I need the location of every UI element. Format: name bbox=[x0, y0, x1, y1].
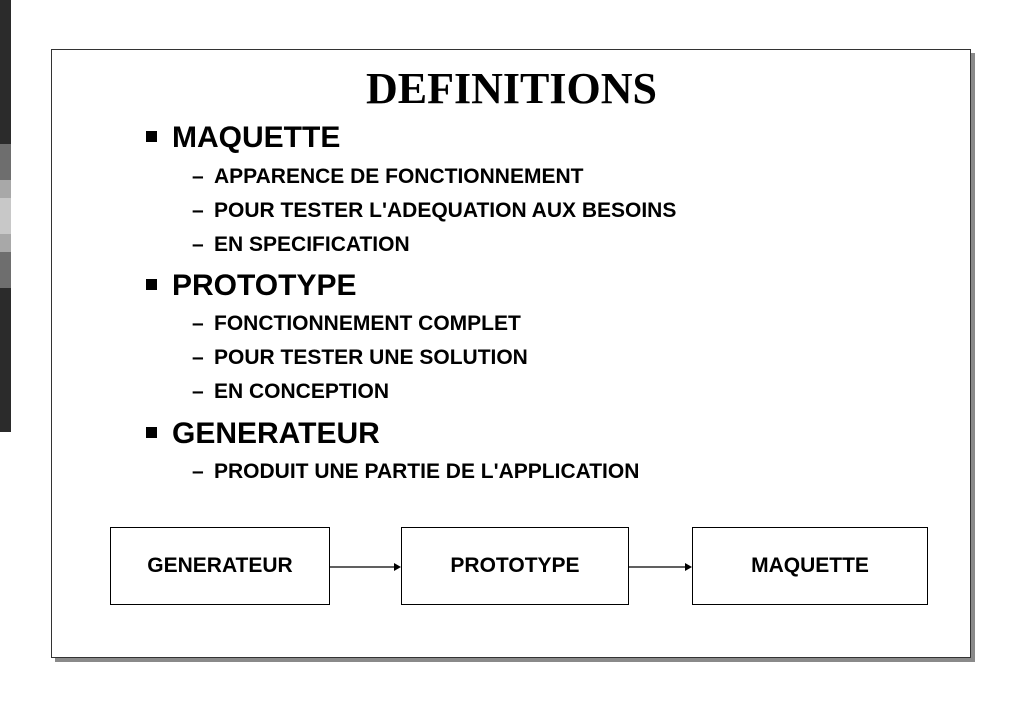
pattern-square bbox=[0, 279, 11, 288]
pattern-square bbox=[0, 288, 11, 297]
pattern-square bbox=[0, 378, 11, 387]
section-heading-prototype: PROTOTYPE bbox=[146, 269, 356, 303]
list-item: – FONCTIONNEMENT COMPLET bbox=[192, 312, 521, 335]
pattern-square bbox=[0, 144, 11, 153]
pattern-square bbox=[0, 396, 11, 405]
pattern-square bbox=[0, 387, 11, 396]
list-item: – POUR TESTER UNE SOLUTION bbox=[192, 346, 528, 369]
dash-icon: – bbox=[192, 233, 204, 256]
pattern-square bbox=[0, 36, 11, 45]
pattern-square bbox=[0, 9, 11, 18]
pattern-square bbox=[0, 243, 11, 252]
pattern-square bbox=[0, 207, 11, 216]
slide-title: DEFINITIONS bbox=[366, 64, 657, 113]
pattern-square bbox=[0, 306, 11, 315]
list-item: – POUR TESTER L'ADEQUATION AUX BESOINS bbox=[192, 199, 677, 222]
pattern-square bbox=[0, 324, 11, 333]
pattern-square bbox=[0, 342, 11, 351]
pattern-square bbox=[0, 18, 11, 27]
pattern-square bbox=[0, 360, 11, 369]
dash-icon: – bbox=[192, 165, 204, 188]
pattern-square bbox=[0, 405, 11, 414]
pattern-square bbox=[0, 234, 11, 243]
pattern-square bbox=[0, 423, 11, 432]
dash-icon: – bbox=[192, 460, 204, 483]
dash-icon: – bbox=[192, 346, 204, 369]
arrow-right-icon bbox=[330, 560, 402, 574]
pattern-square bbox=[0, 252, 11, 261]
pattern-square bbox=[0, 351, 11, 360]
pattern-square bbox=[0, 135, 11, 144]
pattern-square bbox=[0, 225, 11, 234]
pattern-square bbox=[0, 333, 11, 342]
section-heading-maquette: MAQUETTE bbox=[146, 121, 340, 155]
pattern-square bbox=[0, 261, 11, 270]
list-item: – EN CONCEPTION bbox=[192, 380, 390, 403]
square-bullet-icon bbox=[146, 279, 157, 290]
square-bullet-icon bbox=[146, 427, 157, 438]
list-item: – EN SPECIFICATION bbox=[192, 233, 410, 256]
list-item: – APPARENCE DE FONCTIONNEMENT bbox=[192, 165, 584, 188]
dash-icon: – bbox=[192, 312, 204, 335]
pattern-square bbox=[0, 189, 11, 198]
pattern-square bbox=[0, 180, 11, 189]
section-heading-generateur: GENERATEUR bbox=[146, 417, 380, 451]
pattern-square bbox=[0, 27, 11, 36]
pattern-square bbox=[0, 369, 11, 378]
pattern-square bbox=[0, 126, 11, 135]
pattern-square bbox=[0, 198, 11, 207]
pattern-square bbox=[0, 117, 11, 126]
pattern-square bbox=[0, 171, 11, 180]
diagram-box-generateur: GENERATEUR bbox=[110, 527, 330, 605]
pattern-square bbox=[0, 414, 11, 423]
pattern-square bbox=[0, 216, 11, 225]
dash-icon: – bbox=[192, 199, 204, 222]
diagram-box-prototype: PROTOTYPE bbox=[401, 527, 629, 605]
dash-icon: – bbox=[192, 380, 204, 403]
pattern-square bbox=[0, 270, 11, 279]
square-bullet-icon bbox=[146, 131, 157, 142]
pattern-square bbox=[0, 315, 11, 324]
pattern-square bbox=[0, 162, 11, 171]
pattern-square bbox=[0, 54, 11, 63]
pattern-square bbox=[0, 153, 11, 162]
pattern-square bbox=[0, 0, 11, 9]
arrow-right-icon bbox=[629, 560, 693, 574]
diagram-box-maquette: MAQUETTE bbox=[692, 527, 928, 605]
pattern-square bbox=[0, 45, 11, 54]
list-item: – PRODUIT UNE PARTIE DE L'APPLICATION bbox=[192, 460, 640, 483]
pattern-square bbox=[0, 297, 11, 306]
